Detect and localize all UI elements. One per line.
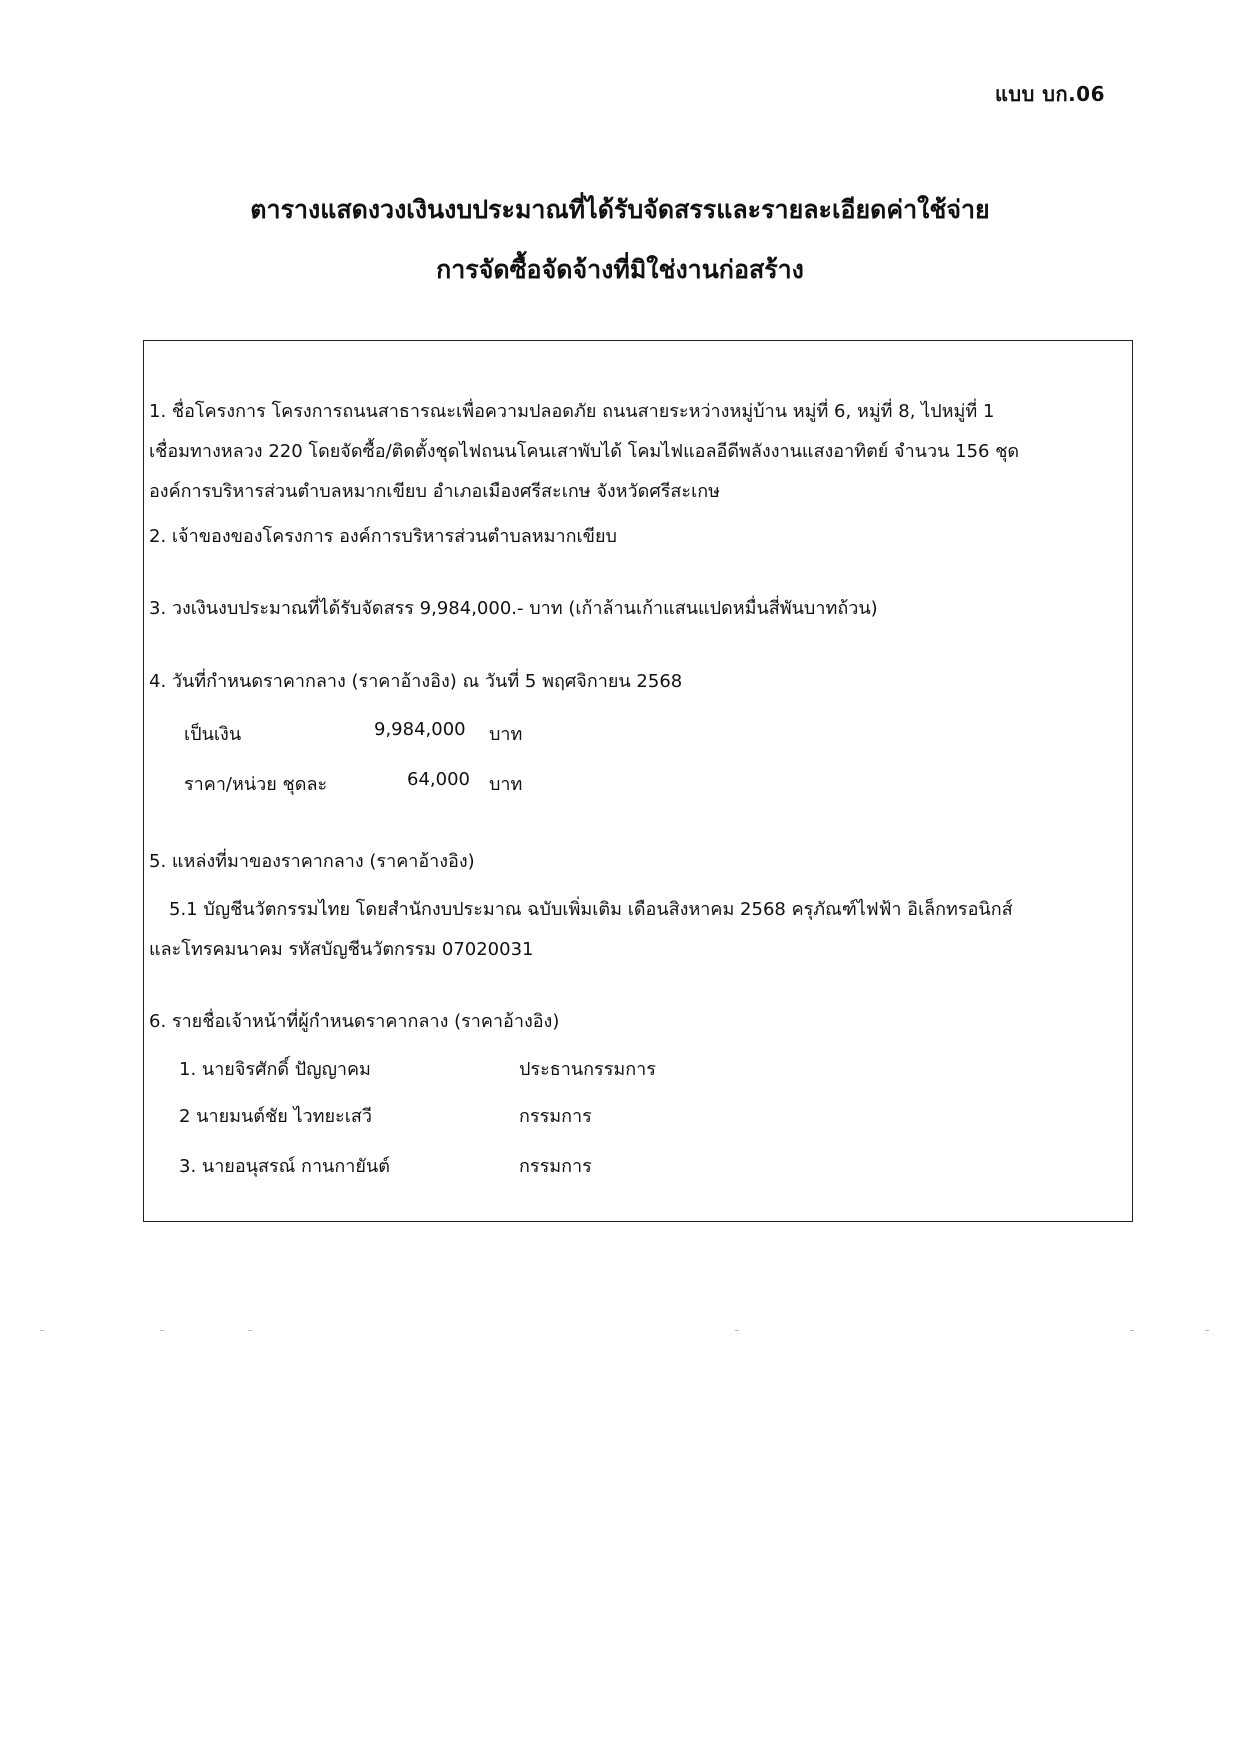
- reference-date-heading: 4. วันที่กำหนดราคากลาง (ราคาอ้างอิง) ณ วันที่ 5 พฤศจิกายน 2568: [149, 671, 683, 692]
- official-name-2: 2 นายมนต์ชัย ไวทยะเสวี: [179, 1106, 372, 1127]
- official-role-2: กรรมการ: [519, 1106, 592, 1127]
- scan-speck: [40, 1330, 44, 1331]
- project-name-line-1: 1. ชื่อโครงการ โครงการถนนสาธารณะเพื่อความปลอดภัย ถนนสายระหว่างหมู่บ้าน หมู่ที่ 6, หมู่ที่ 8, ไปหมู่ที่ 1: [149, 401, 995, 422]
- unit-price-label: ราคา/หน่วย ชุดละ: [184, 774, 328, 795]
- form-code: แบบ บก.06: [995, 82, 1105, 106]
- project-owner: 2. เจ้าของของโครงการ องค์การบริหารส่วนตำบลหมากเขียบ: [149, 526, 617, 547]
- unit-price-unit: บาท: [489, 774, 523, 795]
- scan-speck: [735, 1330, 739, 1331]
- scan-speck: [248, 1330, 252, 1331]
- price-source-line-2: และโทรคมนาคม รหัสบัญชีนวัตกรรม 07020031: [149, 939, 534, 960]
- official-role-1: ประธานกรรมการ: [519, 1059, 656, 1080]
- page-title: ตารางแสดงวงเงินงบประมาณที่ได้รับจัดสรรและรายละเอียดค่าใช้จ่าย: [250, 195, 990, 224]
- scan-speck: [1205, 1330, 1209, 1331]
- amount-value: 9,984,000: [374, 719, 466, 740]
- amount-unit: บาท: [489, 724, 523, 745]
- price-source-heading: 5. แหล่งที่มาของราคากลาง (ราคาอ้างอิง): [149, 851, 475, 872]
- details-box: [143, 340, 1133, 1222]
- scan-speck: [160, 1330, 164, 1331]
- unit-price-value: 64,000: [407, 769, 470, 790]
- official-role-3: กรรมการ: [519, 1156, 592, 1177]
- official-name-1: 1. นายจิรศักดิ์ ปัญญาคม: [179, 1059, 371, 1080]
- budget-amount: 3. วงเงินงบประมาณที่ได้รับจัดสรร 9,984,000.- บาท (เก้าล้านเก้าแสนแปดหมื่นสี่พันบาทถ้วน): [149, 598, 878, 619]
- page-subtitle: การจัดซื้อจัดจ้างที่มิใช่งานก่อสร้าง: [436, 255, 804, 284]
- project-name-line-2: เชื่อมทางหลวง 220 โดยจัดซื้อ/ติดตั้งชุดไฟถนนโคนเสาพับได้ โคมไฟแอลอีดีพลังงานแสงอาทิตย์ จำนวน 156 ชุด: [149, 441, 1020, 462]
- official-name-3: 3. นายอนุสรณ์ กานกายันต์: [179, 1156, 390, 1177]
- amount-label: เป็นเงิน: [184, 724, 242, 745]
- price-source-line-1: 5.1 บัญชีนวัตกรรมไทย โดยสำนักงบประมาณ ฉบับเพิ่มเติม เดือนสิงหาคม 2568 ครุภัณฑ์ไฟฟ้า อิเล็กทรอนิกส์: [169, 899, 1013, 920]
- project-name-line-3: องค์การบริหารส่วนตำบลหมากเขียบ อำเภอเมืองศรีสะเกษ จังหวัดศรีสะเกษ: [149, 481, 720, 502]
- scan-speck: [1130, 1330, 1134, 1331]
- officials-heading: 6. รายชื่อเจ้าหน้าที่ผู้กำหนดราคากลาง (ราคาอ้างอิง): [149, 1011, 560, 1032]
